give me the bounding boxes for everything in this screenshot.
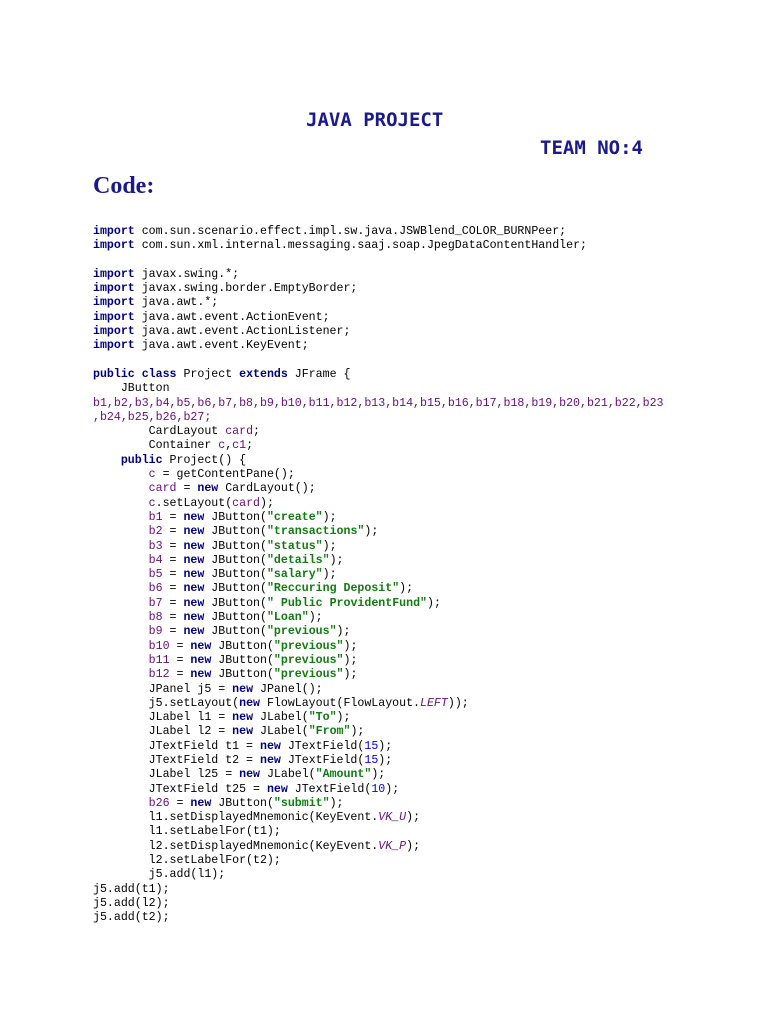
code-token: );: [308, 611, 323, 625]
code-token: 15: [364, 739, 379, 753]
code-token: =: [162, 611, 184, 625]
code-token: java.awt.event.ActionEvent;: [134, 310, 330, 324]
code-token: );: [427, 596, 441, 610]
code-token: );: [343, 653, 358, 667]
code-line: [93, 697, 733, 711]
section-heading: Code:: [93, 173, 155, 199]
code-line: [93, 825, 733, 839]
code-line: [93, 597, 733, 611]
code-token: [93, 797, 149, 810]
code-line: [93, 668, 733, 682]
code-token: b6: [148, 582, 163, 596]
code-token: "create": [266, 510, 323, 524]
code-token: [93, 597, 149, 610]
code-token: [93, 668, 149, 681]
code-token: j5.add(t1);: [93, 882, 170, 896]
code-token: Project() {: [162, 453, 247, 467]
code-token: JButton(: [204, 510, 267, 524]
code-token: );: [399, 582, 414, 596]
code-line: [93, 540, 733, 554]
code-token: new: [197, 482, 219, 496]
code-token: =: [162, 553, 184, 567]
code-token: LEFT: [420, 696, 448, 710]
code-token: import: [93, 282, 135, 296]
code-token: b4: [148, 553, 163, 567]
code-line: [93, 311, 733, 325]
code-token: " Public ProvidentFund": [266, 596, 427, 610]
code-token: new: [183, 525, 205, 539]
code-token: new: [183, 611, 205, 625]
code-token: CardLayout();: [218, 482, 316, 496]
code-token: FlowLayout(FlowLayout.: [259, 696, 421, 710]
code-token: l1.setLabelFor(t1);: [93, 825, 281, 839]
code-token: JButton(: [204, 625, 267, 639]
code-token: import: [93, 339, 135, 353]
code-token: JLabel l25 =: [93, 768, 240, 782]
code-token: new: [232, 711, 254, 725]
code-token: import: [93, 310, 135, 324]
code-token: [93, 654, 149, 667]
code-token: public class: [93, 367, 177, 381]
code-token: b8: [148, 611, 163, 625]
code-token: =: [162, 582, 184, 596]
code-line: [93, 883, 733, 897]
code-token: JButton(: [211, 639, 274, 653]
code-line: [93, 325, 733, 339]
code-token: JButton(: [204, 611, 267, 625]
code-line: [93, 568, 733, 582]
code-token: c: [148, 468, 156, 482]
code-token: );: [329, 553, 344, 567]
code-line: [93, 239, 733, 253]
code-token: new: [183, 596, 205, 610]
code-line: [93, 296, 733, 310]
code-token: =: [169, 668, 191, 682]
code-token: new: [183, 553, 205, 567]
code-token: b1: [148, 510, 163, 524]
code-token: [93, 582, 149, 595]
code-token: );: [371, 768, 386, 782]
code-token: );: [322, 539, 337, 553]
code-token: j5.setLayout(: [93, 696, 240, 710]
code-token: JFrame {: [287, 367, 351, 381]
code-token: "To": [308, 711, 337, 725]
code-token: b5: [148, 568, 163, 582]
code-token: b9: [148, 625, 163, 639]
code-token: JTextField t2 =: [93, 753, 260, 767]
code-token: VK_P: [378, 839, 407, 853]
code-line: [93, 654, 733, 668]
code-line: [93, 254, 733, 268]
code-token: [93, 568, 149, 581]
code-line: [93, 354, 733, 368]
code-token: import: [93, 325, 135, 339]
code-token: );: [385, 782, 400, 796]
code-token: "previous": [273, 639, 344, 653]
code-token: JButton(: [204, 582, 267, 596]
code-token: java.awt.event.ActionListener;: [134, 325, 351, 339]
code-token: "Amount": [315, 768, 372, 782]
code-token: );: [378, 739, 393, 753]
code-token: extends: [239, 367, 288, 381]
code-token: JLabel l2 =: [93, 725, 233, 739]
code-token: public: [120, 453, 163, 467]
code-token: new: [232, 682, 254, 696]
code-line: [93, 811, 733, 825]
code-token: new: [183, 510, 205, 524]
code-token: l1.setDisplayedMnemonic(KeyEvent.: [93, 811, 379, 825]
code-token: [93, 554, 149, 567]
code-token: JButton(: [204, 596, 267, 610]
code-token: card: [225, 425, 254, 439]
code-token: JTextField(: [280, 753, 365, 767]
code-token: c1: [232, 439, 247, 453]
code-line: [93, 868, 733, 882]
code-token: JLabel(: [259, 768, 316, 782]
code-token: JButton(: [211, 653, 274, 667]
team-number: TEAM NO:4: [540, 137, 643, 159]
code-token: JTextField(: [287, 782, 372, 796]
code-token: Project: [176, 367, 240, 381]
code-token: [93, 454, 121, 467]
code-token: =: [176, 482, 198, 496]
document-title: JAVA PROJECT: [306, 109, 444, 131]
code-token: JLabel(: [253, 725, 309, 739]
code-token: JButton(: [204, 539, 267, 553]
code-token: [93, 525, 149, 538]
code-token: );: [336, 625, 351, 639]
code-token: JPanel j5 =: [93, 682, 233, 696]
code-token: );: [350, 725, 365, 739]
code-token: "details": [266, 553, 330, 567]
code-token: import: [93, 296, 135, 310]
code-line: [93, 482, 733, 496]
code-token: );: [364, 525, 379, 539]
code-line: [93, 339, 733, 353]
code-token: [93, 497, 149, 510]
code-token: new: [183, 625, 205, 639]
code-token: new: [232, 725, 254, 739]
code-token: = getContentPane();: [155, 468, 295, 482]
code-token: "Loan": [266, 611, 309, 625]
code-line: [93, 854, 733, 868]
code-token: com.sun.xml.internal.messaging.saaj.soap.JpegDataContentHandler;: [134, 239, 587, 253]
code-token: new: [190, 796, 212, 810]
code-token: l2.setDisplayedMnemonic(KeyEvent.: [93, 839, 379, 853]
code-token: VK_U: [378, 811, 407, 825]
code-token: CardLayout: [93, 425, 226, 439]
code-line: [93, 683, 733, 697]
code-line: [93, 282, 733, 296]
code-token: b1,b2,b3,b4,b5,b6,b7,b8,b9,b10,b11,b12,b13,b14,b15,b16,b17,b18,b19,b20,b21,b22,b23: [93, 396, 664, 410]
code-token: );: [329, 796, 344, 810]
code-token: 15: [364, 753, 379, 767]
code-token: javax.swing.border.EmptyBorder;: [134, 282, 358, 296]
code-line: [93, 740, 733, 754]
code-token: card: [232, 496, 261, 510]
code-token: "previous": [273, 668, 344, 682]
code-line: [93, 225, 733, 239]
code-token: );: [343, 639, 358, 653]
code-line: [93, 497, 733, 511]
code-token: "previous": [273, 653, 344, 667]
code-line: [93, 725, 733, 739]
code-token: [93, 640, 149, 653]
code-token: [93, 482, 149, 495]
code-line: [93, 382, 733, 396]
code-token: =: [162, 525, 184, 539]
code-token: );: [378, 753, 393, 767]
code-token: JPanel();: [253, 682, 323, 696]
code-token: .setLayout(: [155, 496, 233, 510]
code-token: =: [162, 510, 184, 524]
code-token: ));: [447, 696, 469, 710]
code-token: JButton(: [204, 568, 267, 582]
code-token: [93, 540, 149, 553]
code-token: new: [266, 782, 288, 796]
code-token: [93, 511, 149, 524]
code-token: JButton(: [204, 525, 267, 539]
code-line: [93, 625, 733, 639]
code-token: ,: [225, 439, 233, 453]
code-token: import: [93, 239, 135, 253]
code-line: [93, 711, 733, 725]
code-token: javax.swing.*;: [134, 267, 240, 281]
code-token: b10: [148, 639, 170, 653]
code-token: new: [183, 539, 205, 553]
code-token: "salary": [266, 568, 323, 582]
code-token: JButton(: [211, 796, 274, 810]
code-token: "Reccuring Deposit": [266, 582, 400, 596]
code-line: [93, 554, 733, 568]
code-token: new: [190, 639, 212, 653]
code-token: JTextField t1 =: [93, 739, 260, 753]
code-token: b2: [148, 525, 163, 539]
code-token: =: [169, 639, 191, 653]
code-token: );: [343, 668, 358, 682]
code-token: );: [406, 839, 421, 853]
code-token: ;: [253, 425, 261, 439]
code-token: [93, 625, 149, 638]
code-token: "From": [308, 725, 351, 739]
code-token: );: [322, 510, 337, 524]
code-token: );: [336, 711, 351, 725]
code-token: "previous": [266, 625, 337, 639]
code-token: =: [169, 653, 191, 667]
code-token: new: [190, 668, 212, 682]
code-token: j5.add(t2);: [93, 911, 170, 925]
code-line: [93, 611, 733, 625]
code-token: b11: [148, 653, 170, 667]
code-token: new: [183, 568, 205, 582]
code-line: [93, 439, 733, 453]
code-token: import: [93, 225, 135, 238]
code-token: "status": [266, 539, 323, 553]
code-token: Container: [93, 439, 219, 453]
code-token: java.awt.event.KeyEvent;: [134, 339, 309, 353]
code-token: JButton: [93, 382, 170, 396]
code-line: [93, 397, 733, 411]
code-token: =: [162, 568, 184, 582]
code-token: new: [239, 768, 260, 782]
code-line: [93, 468, 733, 482]
code-line: [93, 754, 733, 768]
code-token: JButton(: [211, 668, 274, 682]
code-token: l2.setLabelFor(t2);: [93, 854, 281, 868]
code-line: [93, 454, 733, 468]
code-token: b12: [148, 668, 170, 682]
code-token: new: [239, 696, 260, 710]
code-line: [93, 768, 733, 782]
code-line: [93, 582, 733, 596]
code-line: [93, 525, 733, 539]
code-line: [93, 797, 733, 811]
code-token: ,b24,b25,b26,b27;: [93, 410, 212, 424]
code-token: =: [162, 539, 184, 553]
code-token: "submit": [273, 796, 330, 810]
code-token: JButton(: [204, 553, 267, 567]
code-line: [93, 268, 733, 282]
code-token: =: [162, 625, 184, 639]
code-token: 10: [371, 782, 386, 796]
code-token: j5.add(l2);: [93, 896, 170, 910]
code-token: );: [260, 496, 274, 510]
code-token: JLabel l1 =: [93, 711, 233, 725]
code-token: java.awt.*;: [134, 296, 219, 310]
code-token: JLabel(: [253, 711, 309, 725]
code-line: [93, 783, 733, 797]
code-line: [93, 511, 733, 525]
code-line: [93, 411, 733, 425]
code-token: new: [259, 739, 281, 753]
code-token: j5.add(l1);: [93, 868, 226, 882]
code-token: ;: [246, 439, 254, 453]
code-token: com.sun.scenario.effect.impl.sw.java.JSWBlend_COLOR_BURNPeer;: [134, 225, 567, 238]
code-line: [93, 368, 733, 382]
code-line: [93, 897, 733, 911]
code-token: new: [183, 582, 205, 596]
code-token: "transactions": [266, 525, 365, 539]
code-line: [93, 640, 733, 654]
code-line: [93, 425, 733, 439]
code-token: [93, 611, 149, 624]
code-token: c: [148, 496, 156, 510]
code-token: b3: [148, 539, 163, 553]
code-token: JTextField t25 =: [93, 782, 267, 796]
code-token: import: [93, 267, 135, 281]
code-line: [93, 911, 733, 925]
code-token: card: [148, 482, 177, 496]
code-token: new: [259, 753, 281, 767]
code-listing: [93, 225, 733, 926]
code-token: =: [162, 596, 184, 610]
code-token: b26: [148, 796, 170, 810]
code-token: c: [218, 439, 226, 453]
code-token: );: [406, 811, 421, 825]
code-token: );: [322, 568, 337, 582]
code-token: =: [169, 796, 191, 810]
code-token: [93, 468, 149, 481]
code-token: b7: [148, 596, 163, 610]
code-line: [93, 840, 733, 854]
code-token: new: [190, 653, 212, 667]
code-token: JTextField(: [280, 739, 365, 753]
